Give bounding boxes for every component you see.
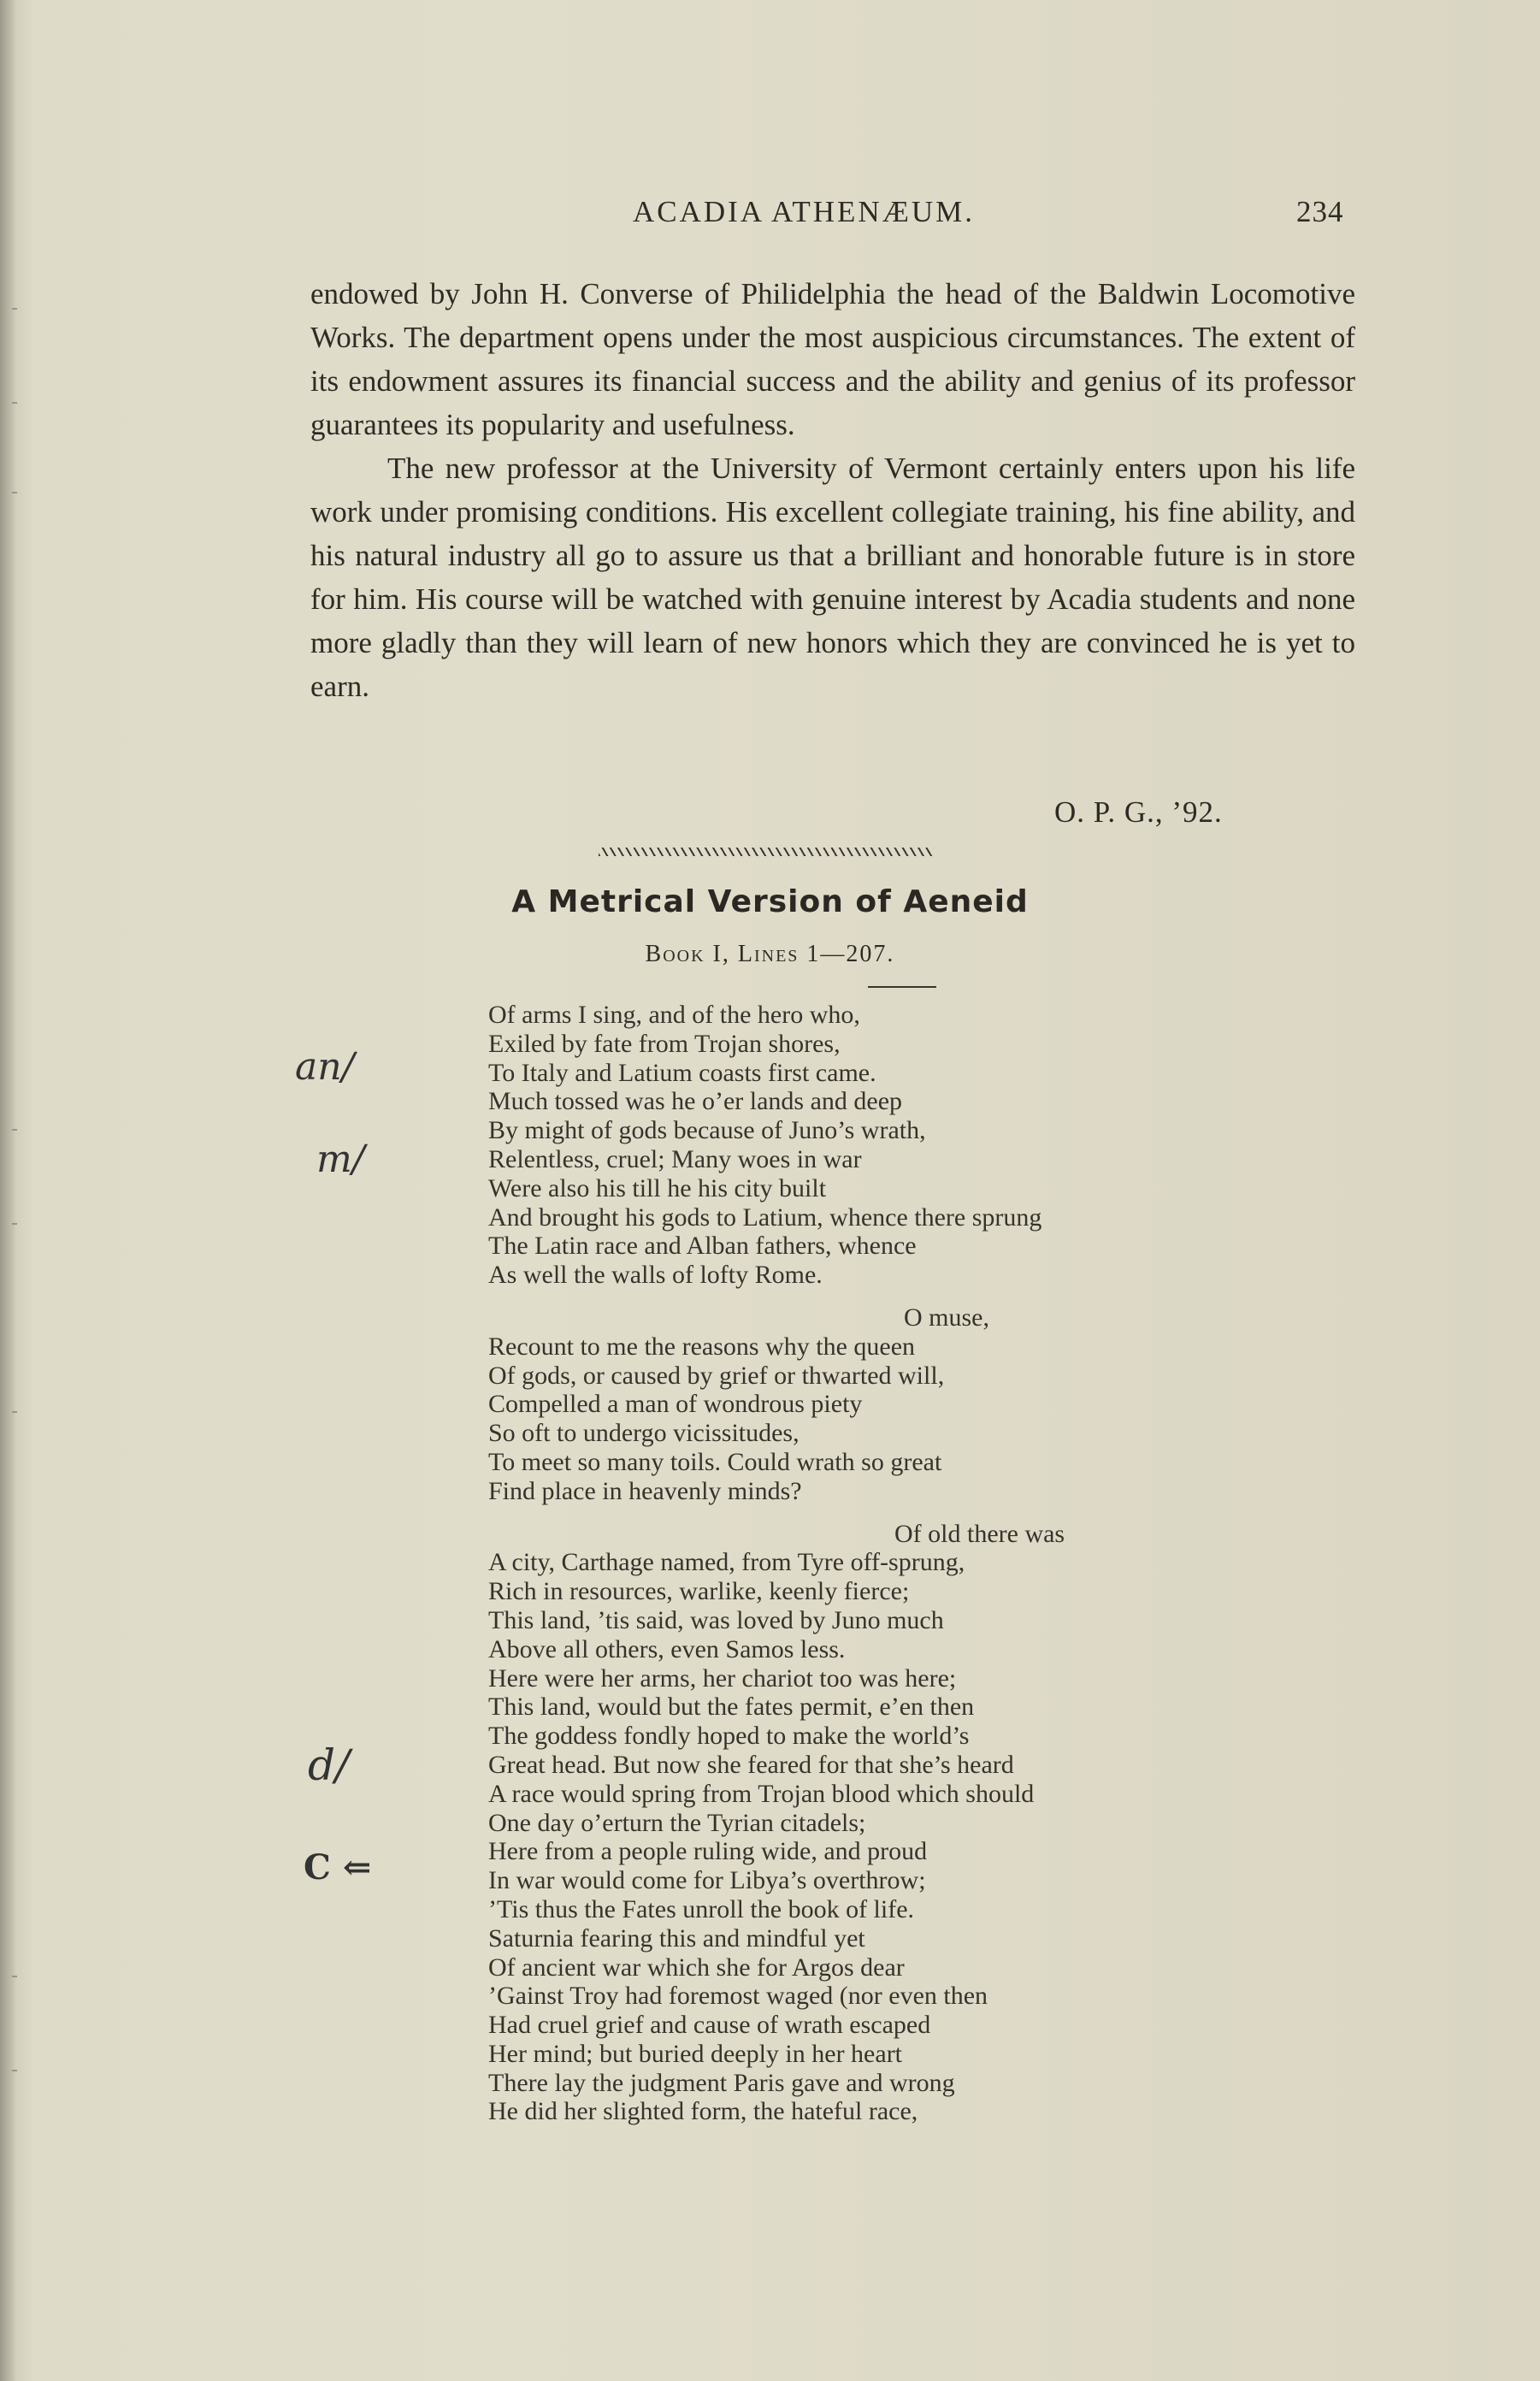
poem-line: Of ancient war which she for Argos dear [488, 1953, 905, 1982]
paragraph: The new professor at the University of Vermont certainly enters upon his life work under promising conditions. His excellent collegiate training, his fine ability, and his natural industry all go to assure us that a brilliant and honorable future is in store for him. His course will be watched with genuine interest by Acadia students and none more gladly than they will learn of new honors which they are convinced he is yet to earn. [310, 452, 1355, 703]
handwritten-margin-note: m/ [316, 1137, 365, 1181]
poem-line: Of gods, or caused by grief or thwarted will, [488, 1361, 945, 1390]
poem-line: To meet so many toils. Could wrath so great [488, 1447, 942, 1476]
poem-line: Her mind; but buried deeply in her heart [488, 2039, 903, 2068]
poem-title: A Metrical Version of Aeneid [511, 884, 1029, 919]
poem-line: A city, Carthage named, from Tyre off-sprung, [488, 1548, 965, 1577]
poem-line: Find place in heavenly minds? [488, 1476, 802, 1505]
poem-line: Compelled a man of wondrous piety [488, 1390, 863, 1419]
poem-line: As well the walls of lofty Rome. [488, 1261, 823, 1290]
poem-line: Great head. But now she feared for that she’s heard [488, 1750, 1014, 1779]
page-number: 234 [1296, 195, 1344, 228]
poem-line: To Italy and Latium coasts first came. [488, 1058, 876, 1087]
poem-body [488, 1001, 1343, 2126]
margin-tick [12, 492, 17, 493]
poem-line: Of arms I sing, and of the hero who, [488, 1001, 860, 1029]
poem-line: Had cruel grief and cause of wrath escaped [488, 2011, 931, 2040]
handwritten-margin-note: C ⇐ [304, 1847, 372, 1888]
poem-line: In war would come for Libya’s overthrow; [488, 1866, 926, 1895]
poem-line: The Latin race and Alban fathers, whence [488, 1232, 917, 1261]
stanza [488, 1001, 1343, 1290]
poem-line: He did her slighted form, the hateful race, [488, 2097, 918, 2126]
margin-tick [12, 1223, 17, 1225]
poem-line: Rich in resources, warlike, keenly fierce; [488, 1577, 910, 1606]
poem-line: ’Gainst Troy had foremost waged (nor even then [488, 1982, 988, 2011]
poem-line: So oft to undergo vicissitudes, [488, 1419, 800, 1448]
margin-tick [12, 402, 17, 404]
margin-tick [12, 1129, 17, 1131]
poem-line: Above all others, even Samos less. [488, 1634, 846, 1663]
poem-line: Exiled by fate from Trojan shores, [488, 1029, 841, 1058]
author-signature: O. P. G., ’92. [1054, 795, 1223, 829]
poem-line: And brought his gods to Latium, whence there sprung [488, 1202, 1042, 1232]
paragraph: endowed by John H. Converse of Philidelphia the head of the Baldwin Locomotive Works. The department opens under the most auspicious circumstances. The extent of its endowment assures its financial success and the ability and genius of its professor guarantees its popularity and usefulness. [310, 277, 1355, 441]
margin-tick [12, 2070, 17, 2071]
poem-line: One day o’erturn the Tyrian citadels; [488, 1808, 866, 1837]
poem-line: This land, ’tis said, was loved by Juno much [488, 1605, 944, 1634]
section-ornament [599, 848, 934, 856]
page-edge-shadow [0, 0, 15, 2381]
poem-line: Here from a people ruling wide, and proud [488, 1837, 928, 1866]
poem-line: Much tossed was he o’er lands and deep [488, 1087, 903, 1116]
poem-line: This land, would but the fates permit, e’en then [488, 1693, 975, 1722]
poem-line: Here were her arms, her chariot too was here; [488, 1663, 957, 1693]
poem-line: Recount to me the reasons why the queen [488, 1332, 916, 1361]
margin-tick [12, 308, 17, 310]
poem-line: Were also his till he his city built [488, 1173, 827, 1202]
poem-line: There lay the judgment Paris gave and wrong [488, 2068, 955, 2097]
running-title: ACADIA ATHENÆUM. [633, 195, 975, 228]
running-header [0, 195, 1540, 238]
poem-line: The goddess fondly hoped to make the world’s [488, 1722, 970, 1751]
stanza [488, 1303, 1343, 1506]
article-prose [310, 272, 1355, 708]
poem-line: Of old there was [894, 1519, 1065, 1548]
poem-line: ’Tis thus the Fates unroll the book of life. [488, 1894, 915, 1923]
poem-subtitle: Book I, Lines 1—207. [645, 941, 895, 967]
handwritten-margin-note: an/ [295, 1045, 355, 1089]
poem-line: Saturnia fearing this and mindful yet [488, 1923, 865, 1953]
handwritten-margin-note: d/ [308, 1740, 350, 1790]
margin-tick [12, 1976, 17, 1977]
poem-line: O muse, [904, 1303, 989, 1332]
stanza [488, 1520, 1343, 2127]
poem-line: By might of gods because of Juno’s wrath, [488, 1116, 926, 1145]
margin-tick [12, 1411, 17, 1413]
poem-line: A race would spring from Trojan blood which should [488, 1779, 1035, 1808]
divider-rule [868, 986, 936, 988]
poem-line: Relentless, cruel; Many woes in war [488, 1144, 862, 1173]
